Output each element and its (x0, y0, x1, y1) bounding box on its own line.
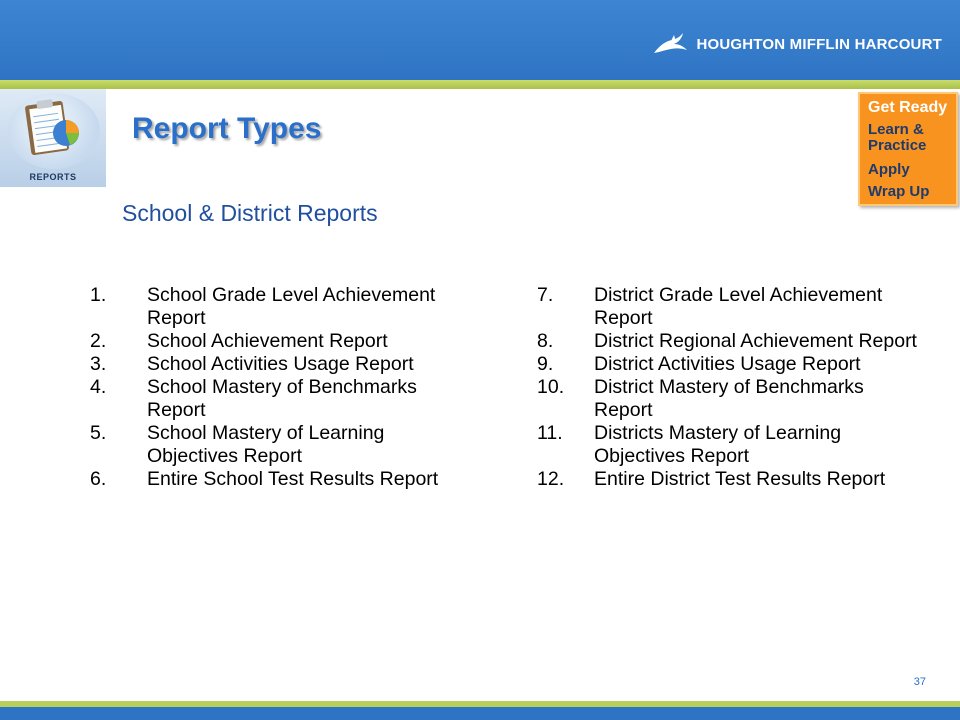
list-item-text: Entire School Test Results Report (147, 468, 439, 490)
list-item-text: Districts Mastery of Learning Objectives Report (594, 422, 842, 467)
reports-badge-label: REPORTS (29, 172, 77, 182)
list-item-number: 10. (537, 376, 565, 398)
list-item-number: 6. (90, 468, 107, 490)
brand-name: HOUGHTON MIFFLIN HARCOURT (696, 35, 942, 53)
list-item (537, 468, 917, 491)
phase-wrap-up: Wrap Up (868, 183, 930, 200)
list-item-text: District Mastery of Benchmarks Report (594, 376, 864, 421)
footer-band (0, 707, 960, 720)
list-item-number: 4. (90, 376, 107, 398)
reports-badge (0, 89, 106, 187)
list-item (90, 376, 460, 422)
list-item-number: 1. (90, 284, 107, 306)
list-item (90, 468, 460, 491)
page-subtitle: School & District Reports (122, 200, 378, 226)
list-item (90, 422, 460, 468)
clipboard-pie-chart-icon (18, 97, 88, 163)
hmh-logo-icon (652, 31, 690, 57)
list-item (90, 330, 460, 353)
list-item-number: 8. (537, 330, 554, 352)
list-item-text: Entire District Test Results Report (594, 468, 886, 490)
phase-learn-practice: Learn & Practice (868, 121, 927, 154)
list-item-text: School Achievement Report (147, 330, 388, 352)
list-item (537, 330, 917, 353)
list-item-text: School Grade Level Achievement Report (147, 284, 436, 329)
list-item-text: School Mastery of Learning Objectives Report (147, 422, 385, 467)
list-item-number: 3. (90, 353, 107, 375)
phase-get-ready: Get Ready (868, 99, 948, 116)
brand-logo (652, 32, 942, 56)
list-item (537, 284, 917, 330)
lesson-phase-box (858, 92, 958, 206)
phase-apply: Apply (868, 161, 910, 178)
list-item (537, 353, 917, 376)
list-item-text: District Regional Achievement Report (594, 330, 917, 352)
district-reports-list (537, 284, 917, 491)
list-item-number: 7. (537, 284, 554, 306)
list-item-number: 5. (90, 422, 107, 444)
list-item (90, 353, 460, 376)
list-item (537, 422, 917, 468)
list-item-text: District Grade Level Achievement Report (594, 284, 883, 329)
list-item (90, 284, 460, 330)
list-item-number: 11. (537, 422, 563, 444)
list-item (537, 376, 917, 422)
list-item-number: 12. (537, 468, 565, 490)
list-item-text: District Activities Usage Report (594, 353, 861, 375)
list-item-text: School Mastery of Benchmarks Report (147, 376, 417, 421)
page-title: Report Types (132, 112, 322, 145)
school-reports-list (90, 284, 460, 491)
list-item-number: 9. (537, 353, 554, 375)
list-item-number: 2. (90, 330, 107, 352)
list-item-text: School Activities Usage Report (147, 353, 414, 375)
header-accent-stripe (0, 80, 960, 89)
page-number: 37 (913, 676, 926, 688)
